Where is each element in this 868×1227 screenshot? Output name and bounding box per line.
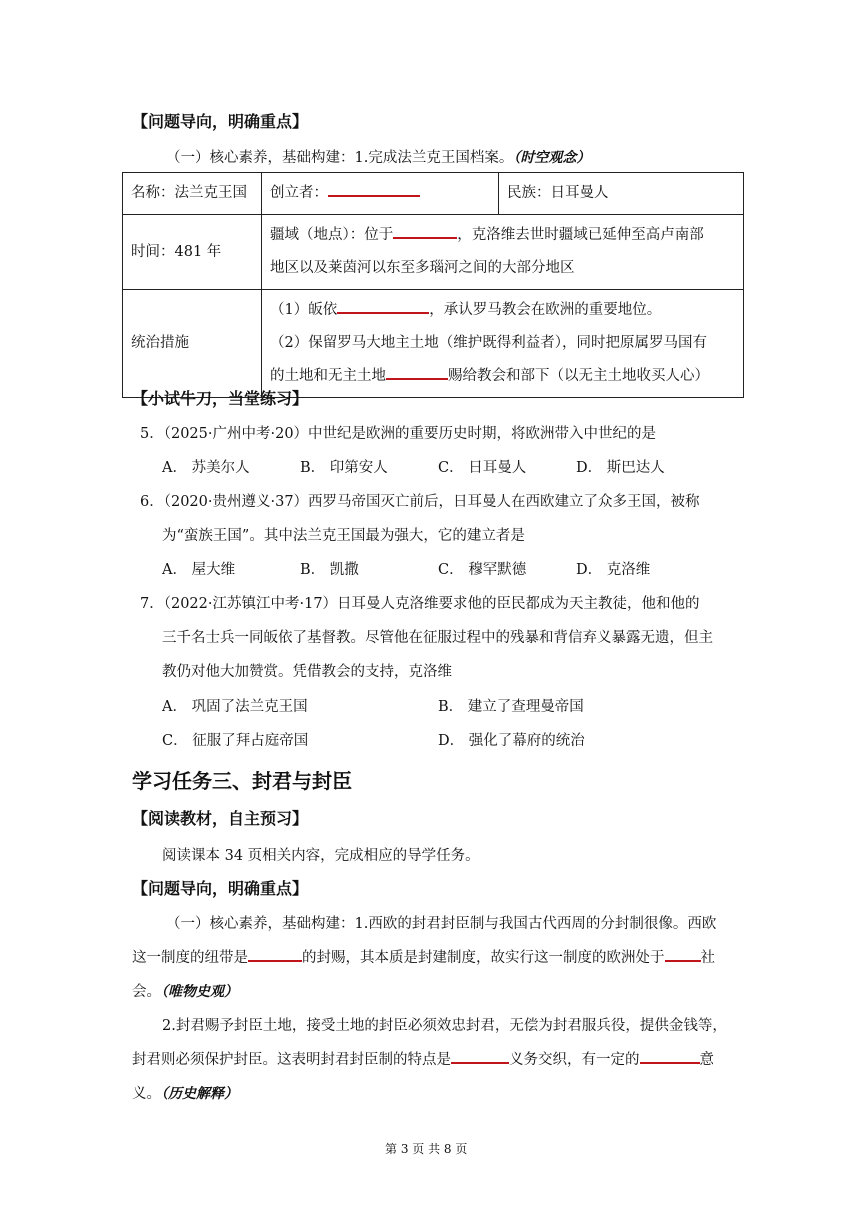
q5-option-a[interactable]: A． 苏美尔人: [162, 460, 250, 476]
question-7-stem-line-1: 7．（2022·江苏镇江中考·17）日耳曼人克洛维要求他的臣民都成为天主教徒，他和他的: [140, 596, 700, 612]
measure-2-pre: 的土地和无主土地: [270, 368, 386, 384]
p2-line-1: 2.封君赐予封臣土地，接受土地的封臣必须效忠封君，无偿为封君服兵役，提供金钱等，: [162, 1018, 727, 1034]
section-heading-practice: 【小试牛刀，当堂练习】: [132, 389, 309, 408]
cell-territory: [262, 215, 744, 290]
q7-option-b[interactable]: B． 建立了查理曼帝国: [438, 699, 584, 715]
question-6-stem-line-2: 为“蛮族王国”。其中法兰克王国最为强大，它的建立者是: [162, 528, 525, 544]
p1-text-a: 这一制度的纽带是: [132, 950, 248, 966]
cell-measures: [262, 290, 744, 398]
question-6-stem-line-1: 6．（2020·贵州遵义·37）西罗马帝国灭亡前后，日耳曼人在西欧建立了众多王国，被称: [140, 494, 700, 510]
reading-text: 阅读课本 34 页相关内容，完成相应的导学任务。: [162, 848, 480, 864]
section-heading-problem: 【问题导向，明确重点】: [132, 112, 309, 131]
measure-2-post: 赐给教会和部下（以无主土地收买人心）: [448, 368, 709, 384]
intro-line: [166, 146, 590, 167]
p2-line-2: [132, 1048, 714, 1069]
measure-2-line-1: （2）保留罗马大地主土地（维护既得利益者），同时把原属罗马国有: [270, 335, 707, 351]
p1-text-end: 会。: [132, 984, 161, 1000]
q6-option-a[interactable]: A． 屋大维: [162, 562, 236, 578]
p1-text-c: 社: [700, 950, 715, 966]
founder-label: 创立者：: [270, 185, 328, 201]
p1-line-3: [132, 980, 238, 1001]
founder-blank[interactable]: [328, 181, 420, 197]
territory-blank[interactable]: [393, 223, 457, 239]
cell-nation: 民族：日耳曼人: [499, 173, 744, 215]
question-7-stem-line-3: 教仍对他大加赞赏。凭借教会的支持，克洛维: [162, 664, 452, 680]
intro-tag: （时空观念）: [513, 150, 591, 166]
p1-blank-1[interactable]: [248, 946, 302, 962]
question-7-stem-line-2: 三千名士兵一同皈依了基督教。尽管他在征服过程中的残暴和背信弃义暴露无遗，但主: [162, 630, 713, 646]
territory-line-1: [270, 219, 735, 252]
q6-option-d[interactable]: D． 克洛维: [576, 562, 651, 578]
measure-1-pre: （1）皈依: [270, 302, 338, 318]
table-row: [123, 215, 744, 290]
intro-text: （一）核心素养，基础构建：1.完成法兰克王国档案。: [166, 150, 514, 166]
p1-blank-2[interactable]: [665, 946, 701, 962]
measure-1-blank[interactable]: [337, 298, 429, 314]
q5-option-d[interactable]: D． 斯巴达人: [576, 460, 665, 476]
p2-text-c: 意: [699, 1052, 714, 1068]
page-footer: 第 3 页 共 8 页: [385, 1142, 468, 1156]
q7-option-a[interactable]: A． 巩固了法兰克王国: [162, 699, 308, 715]
p2-text-b: 义务交织，有一定的: [509, 1052, 640, 1068]
q5-option-c[interactable]: C． 日耳曼人: [438, 460, 527, 476]
task-3-title: 学习任务三、封君与封臣: [132, 769, 352, 793]
q6-option-b[interactable]: B． 凯撒: [300, 562, 359, 578]
p2-text-end: 义。: [132, 1086, 161, 1102]
territory-rest: ，克洛维去世时疆域已延伸至高卢南部: [457, 227, 704, 243]
q6-option-c[interactable]: C． 穆罕默德: [438, 562, 527, 578]
cell-time: 时间：481 年: [123, 215, 262, 290]
frank-kingdom-table: [122, 172, 744, 398]
p1-text-b: 的封赐，其本质是封建制度，故实行这一制度的欧洲处于: [302, 950, 665, 966]
p2-blank-1[interactable]: [451, 1048, 509, 1064]
p2-tag: （历史解释）: [161, 1086, 238, 1102]
measure-2-line-2: [270, 360, 735, 393]
q7-option-d[interactable]: D． 强化了幕府的统治: [438, 733, 585, 749]
section-heading-problem-2: 【问题导向，明确重点】: [132, 879, 309, 898]
table-row: [123, 290, 744, 398]
question-5-stem: 5．（2025·广州中考·20）中世纪是欧洲的重要历史时期，将欧洲带入中世纪的是: [140, 426, 657, 442]
cell-founder: [262, 173, 499, 215]
cell-name: 名称：法兰克王国: [123, 173, 262, 215]
p1-line-2: [132, 946, 715, 967]
measure-1: [270, 294, 735, 327]
p2-blank-2[interactable]: [640, 1048, 700, 1064]
table-row: [123, 173, 744, 215]
section-heading-reading: 【阅读教材，自主预习】: [132, 809, 309, 828]
p1-tag: （唯物史观）: [161, 984, 238, 1000]
cell-measures-label: 统治措施: [123, 290, 262, 398]
measure-1-post: ，承认罗马教会在欧洲的重要地位。: [429, 302, 662, 318]
measure-2-blank[interactable]: [386, 364, 448, 380]
q7-option-c[interactable]: C． 征服了拜占庭帝国: [162, 733, 309, 749]
p1-line-1: （一）核心素养，基础构建：1.西欧的封君封臣制与我国古代西周的分封制很像。西欧: [166, 916, 717, 932]
territory-label: 疆域（地点）：位于: [270, 227, 394, 243]
p2-line-3: [132, 1082, 238, 1103]
territory-line-2: 地区以及莱茵河以东至多瑙河之间的大部分地区: [270, 260, 575, 276]
p2-text-a: 封君则必须保护封臣。这表明封君封臣制的特点是: [132, 1052, 451, 1068]
q5-option-b[interactable]: B． 印第安人: [300, 460, 388, 476]
